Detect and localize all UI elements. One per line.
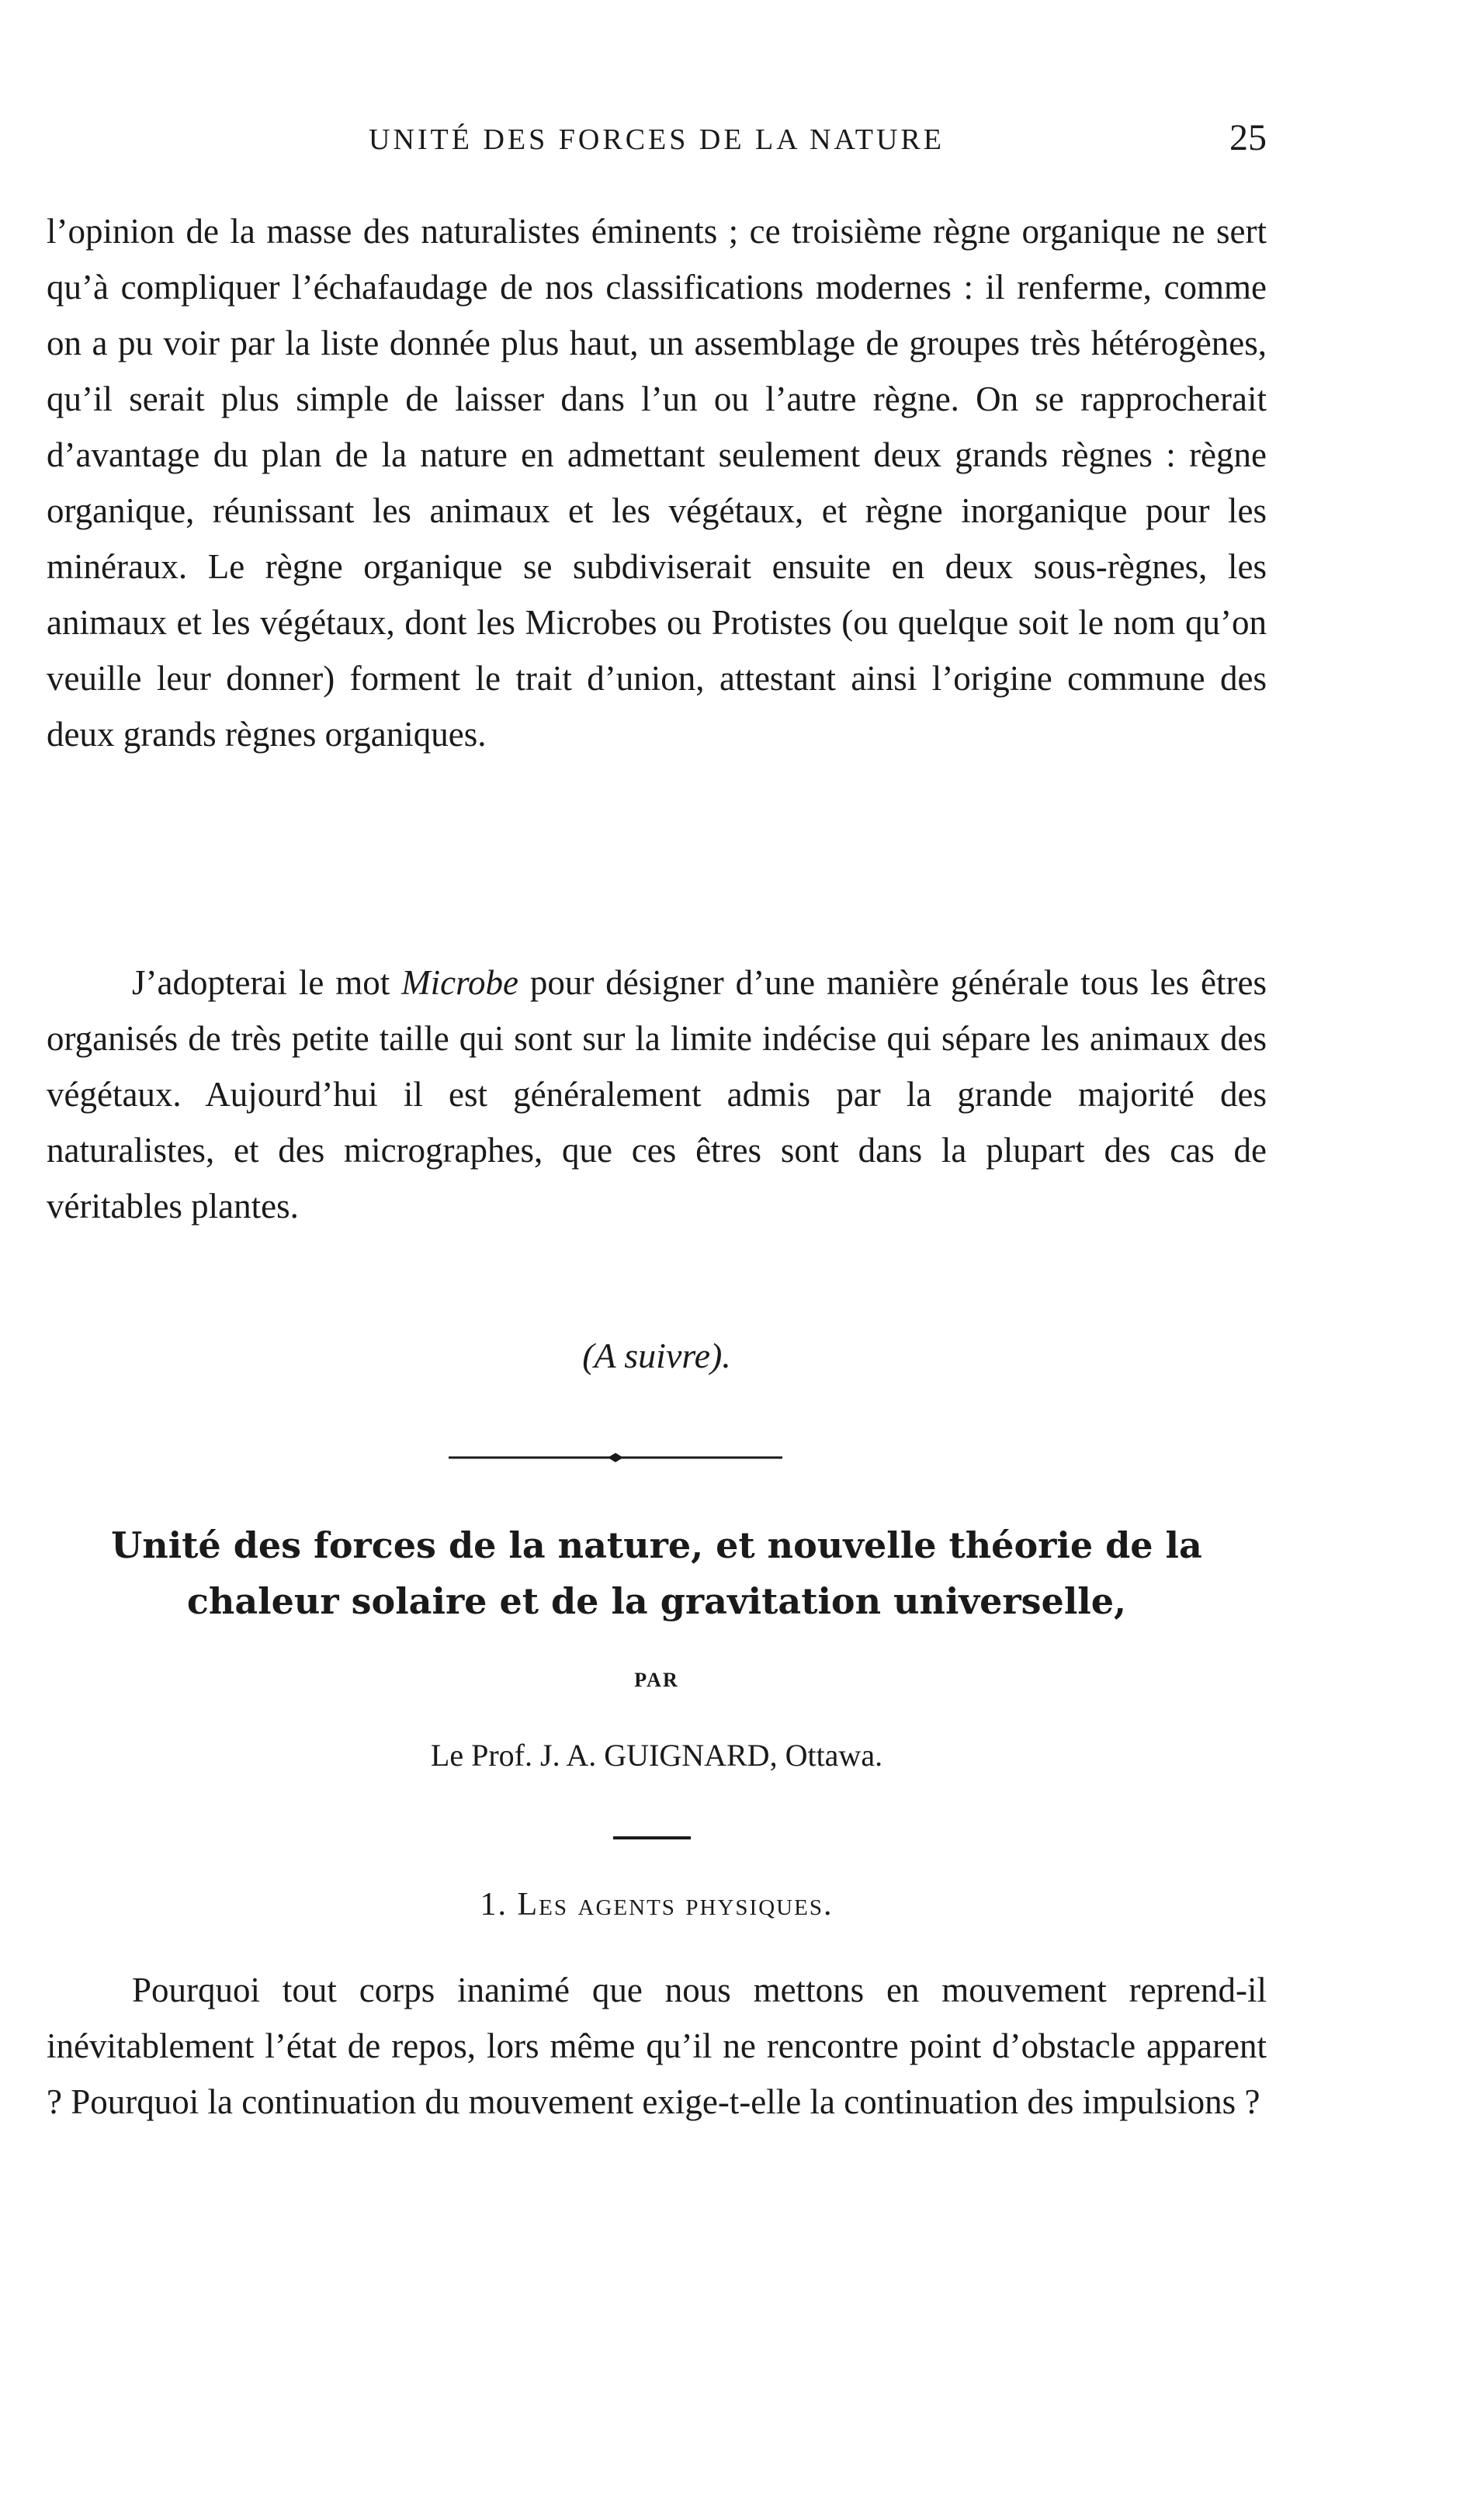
page-number: 25 [1229,117,1267,158]
body-paragraph: l’opinion de la masse des naturalistes éminents ; ce troisième règne organique ne sert qu’à compliquer l’échafaudage de nos classifications modernes : il renferme, comme on a pu voir par la liste donnée plus haut, un assemblage de groupes très hétérogènes, qu’il serait plus simple de laisser dans l’un ou l’autre règne. On se rapprocherait d’avantage du plan de la nature en admettant seulement deux grands règnes : règne organique, réunissant les animaux et les végétaux, et règne inorganique pour les minéraux. Le règne organique se subdiviserait ensuite en deux sous-règnes, les animaux et les végétaux, dont les Microbes ou Protistes (ou quelque soit le nom qu’on veuille leur donner) forment le trait d’union, attestant ainsi l’origine commune des deux grands règnes organiques. [47,212,1267,754]
running-header [47,116,1267,163]
continued-text-block [47,203,1267,762]
body-paragraph [47,955,1267,1234]
author-line: Le Prof. J. A. GUIGNARD, Ottawa. [430,1738,883,1773]
section-divider-ornament [449,1450,782,1465]
article-title-line: Unité des forces de la nature, et nouvelle théorie de la [111,1524,1202,1566]
italic-term: Microbe [401,963,518,1002]
article-title-line: chaleur solaire et de la gravitation universelle, [186,1580,1127,1622]
to-be-continued-note: (A suivre). [582,1336,731,1375]
by-line: PAR [634,1669,679,1691]
section-heading: 1. Les agents physiques. [480,1887,834,1922]
running-title: UNITÉ DES FORCES DE LA NATURE [369,123,945,156]
second-paragraph-block [47,955,1267,1234]
body-paragraph: Pourquoi tout corps inanimé que nous mettons en mouvement reprend-il inévitablement l’état de repos, lors même qu’il ne rencontre point d’obstacle apparent ? Pourquoi la continuation du mouvement exige-t-elle la continuation des impulsions ? [47,1971,1267,2121]
article-title [47,1517,1267,1629]
paragraph-text: J’adopterai le mot [132,963,402,1002]
short-rule [613,1836,691,1839]
article-text-block [47,1962,1267,2130]
paragraph-text: pour désigner d’une manière générale tous les êtres organisés de très petite taille qui sont sur la limite indécise qui sépare les animaux des végétaux. Aujourd’hui il est généralement admis par la grande majorité des naturalistes, et des micrographes, que ces êtres sont dans la plupart des cas de véritables plantes. [47,963,1267,1226]
